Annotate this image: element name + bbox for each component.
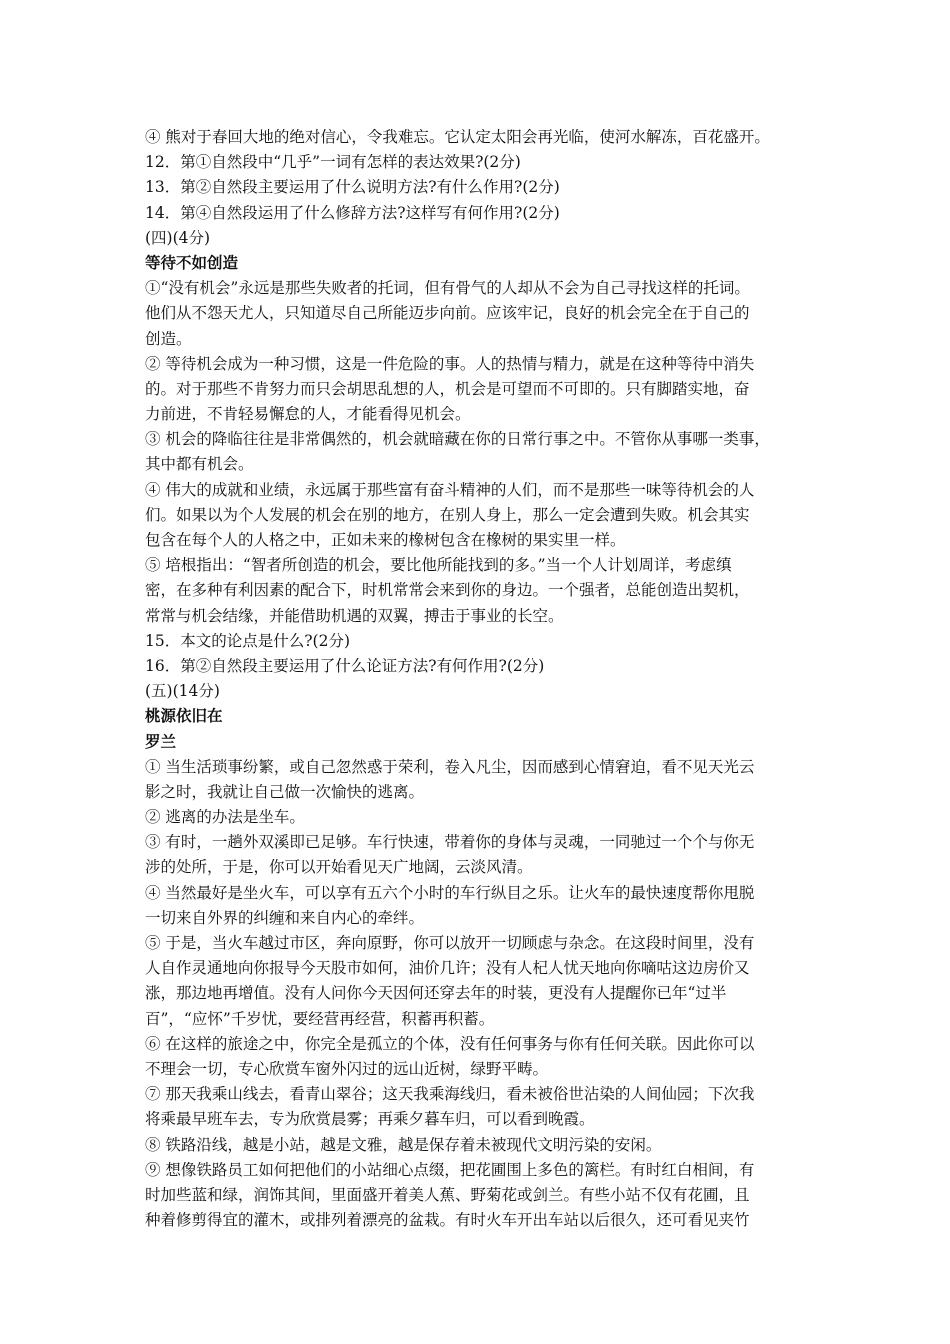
text-line: (五)(14分) [145,682,220,701]
text-line: 涨，那边地再增值。没有人问你今天因何还穿去年的时装，更没有人提醒你已年“过半 [145,984,727,1003]
text-line: 影之时，我就让自己做一次愉快的逃离。 [145,782,425,801]
text-line: ⑤ 于是，当火车越过市区，奔向原野，你可以放开一切顾虑与杂念。在这段时间里，没有 [145,934,755,952]
text-line: 的。对于那些不肯努力而只会胡思乱想的人，机会是可望而不可即的。只有脚踏实地，奋 [145,379,750,398]
text-line: ④ 当然最好是坐火车，可以享有五六个小时的车行纵目之乐。让火车的最快速度帮你甩脱 [145,883,755,902]
text-line: 将乘最早班车去，专为欣赏晨雾；再乘夕暮车归，可以看到晚霞。 [145,1110,595,1129]
text-line: 常常与机会结缘，并能借助机遇的双翼，搏击于事业的长空。 [145,606,564,625]
text-line: 力前进，不肯轻易懈怠的人，才能看得见机会。 [145,405,471,424]
text-line: 时加些蓝和绿，润饰其间，里面盛开着美人蕉、野菊花或剑兰。有些小站不仅有花圃，且 [145,1185,750,1204]
text-line: 13．第②自然段主要运用了什么说明方法?有什么作用?(2分) [145,178,560,197]
text-line: ④ 熊对于春回大地的绝对信心，令我难忘。它认定太阳会再光临，使河水解冻，百花盛开。 [145,128,770,146]
section-heading: 等待不如创造 [145,253,239,272]
text-line: 16．第②自然段主要运用了什么论证方法?有何作用?(2分) [145,656,545,675]
text-line: ③ 有时，一趟外双溪即已足够。车行快速，带着你的身体与灵魂，一同驰过一个个与你无 [145,833,755,852]
text-line: 创造。 [145,329,192,348]
text-line: ⑨ 想像铁路员工如何把他们的小站细心点缀，把花圃围上多色的篱栏。有时红白相间，有 [145,1160,755,1179]
text-line: 15．本文的论点是什么?(2分) [145,631,350,650]
text-line: 不理会一切，专心欣赏车窗外闪过的远山近树，绿野平畴。 [145,1059,549,1078]
text-line: ⑥ 在这样的旅途之中，你完全是孤立的个体，没有任何事务与你有任何关联。因此你可以 [145,1034,755,1053]
text-line: 涉的处所，于是，你可以开始看见天广地阔，云淡风清。 [145,858,533,877]
text-line: ① 当生活琐事纷繁，或自己忽然惑于荣利，卷入凡尘，因而感到心情窘迫，看不见天光云 [145,757,755,776]
text-line: 百”，“应怀”千岁忧，要经营再经营，积蓄再积蓄。 [145,1009,495,1028]
text-line: ③ 机会的降临往往是非常偶然的，机会就暗藏在你的日常行事之中。不管你从事哪一类事， [145,430,770,449]
text-line: 包含在每个人的人格之中，正如未来的橡树包含在橡树的果实里一样。 [145,531,626,549]
text-line: ② 等待机会成为一种习惯，这是一件危险的事。人的热情与精力，就是在这种等待中消失 [145,354,755,373]
text-line: 14．第④自然段运用了什么修辞方法?这样写有何作用?(2分) [145,203,560,222]
text-line: 们。如果以为个人发展的机会在别的地方，在别人身上，那么一定会遭到失败。机会其实 [145,505,750,524]
text-line: 种着修剪得宜的灌木，或排列着漂亮的盆栽。有时火车开出车站以后很久，还可看见夹竹 [145,1211,750,1230]
text-line: 其中都有机会。 [145,455,254,474]
text-line: (四)(4分) [145,228,211,247]
text-line: 人自作灵通地向你报导今天股市如何，油价几许；没有人杞人忧天地向你嘀咕这边房价又 [145,959,750,978]
section-heading: 桃源依旧在 [145,707,223,726]
text-line: 一切来自外界的纠缠和来自内心的牵绊。 [145,908,425,927]
text-line: 密，在多种有利因素的配合下，时机常常会来到你的身边。一个强者，总能创造出契机， [145,581,750,600]
text-line: 12．第①自然段中“几乎”一词有怎样的表达效果?(2分) [145,153,521,172]
text-line: ② 逃离的办法是坐车。 [145,808,305,827]
text-line: 他们从不怨天尤人，只知道尽自己所能迈步向前。应该牢记，良好的机会完全在于自己的 [145,304,750,323]
text-line: ④ 伟大的成就和业绩，永远属于那些富有奋斗精神的人们，而不是那些一味等待机会的人 [145,480,755,499]
text-line: ⑦ 那天我乘山线去，看青山翠谷；这天我乘海线归，看未被俗世沾染的人间仙园；下次我 [145,1085,755,1104]
section-heading: 罗兰 [145,732,177,751]
text-line: ①“没有机会”永远是那些失败者的托词，但有骨气的人却从不会为自己寻找这样的托词。 [145,279,750,298]
text-line: ⑧ 铁路沿线，越是小站，越是文雅，越是保存着未被现代文明污染的安闲。 [145,1135,662,1154]
document-page [145,125,825,1233]
text-line: ⑤ 培根指出：“智者所创造的机会，要比他所能找到的多。”当一个人计划周详，考虑缜 [145,556,732,575]
